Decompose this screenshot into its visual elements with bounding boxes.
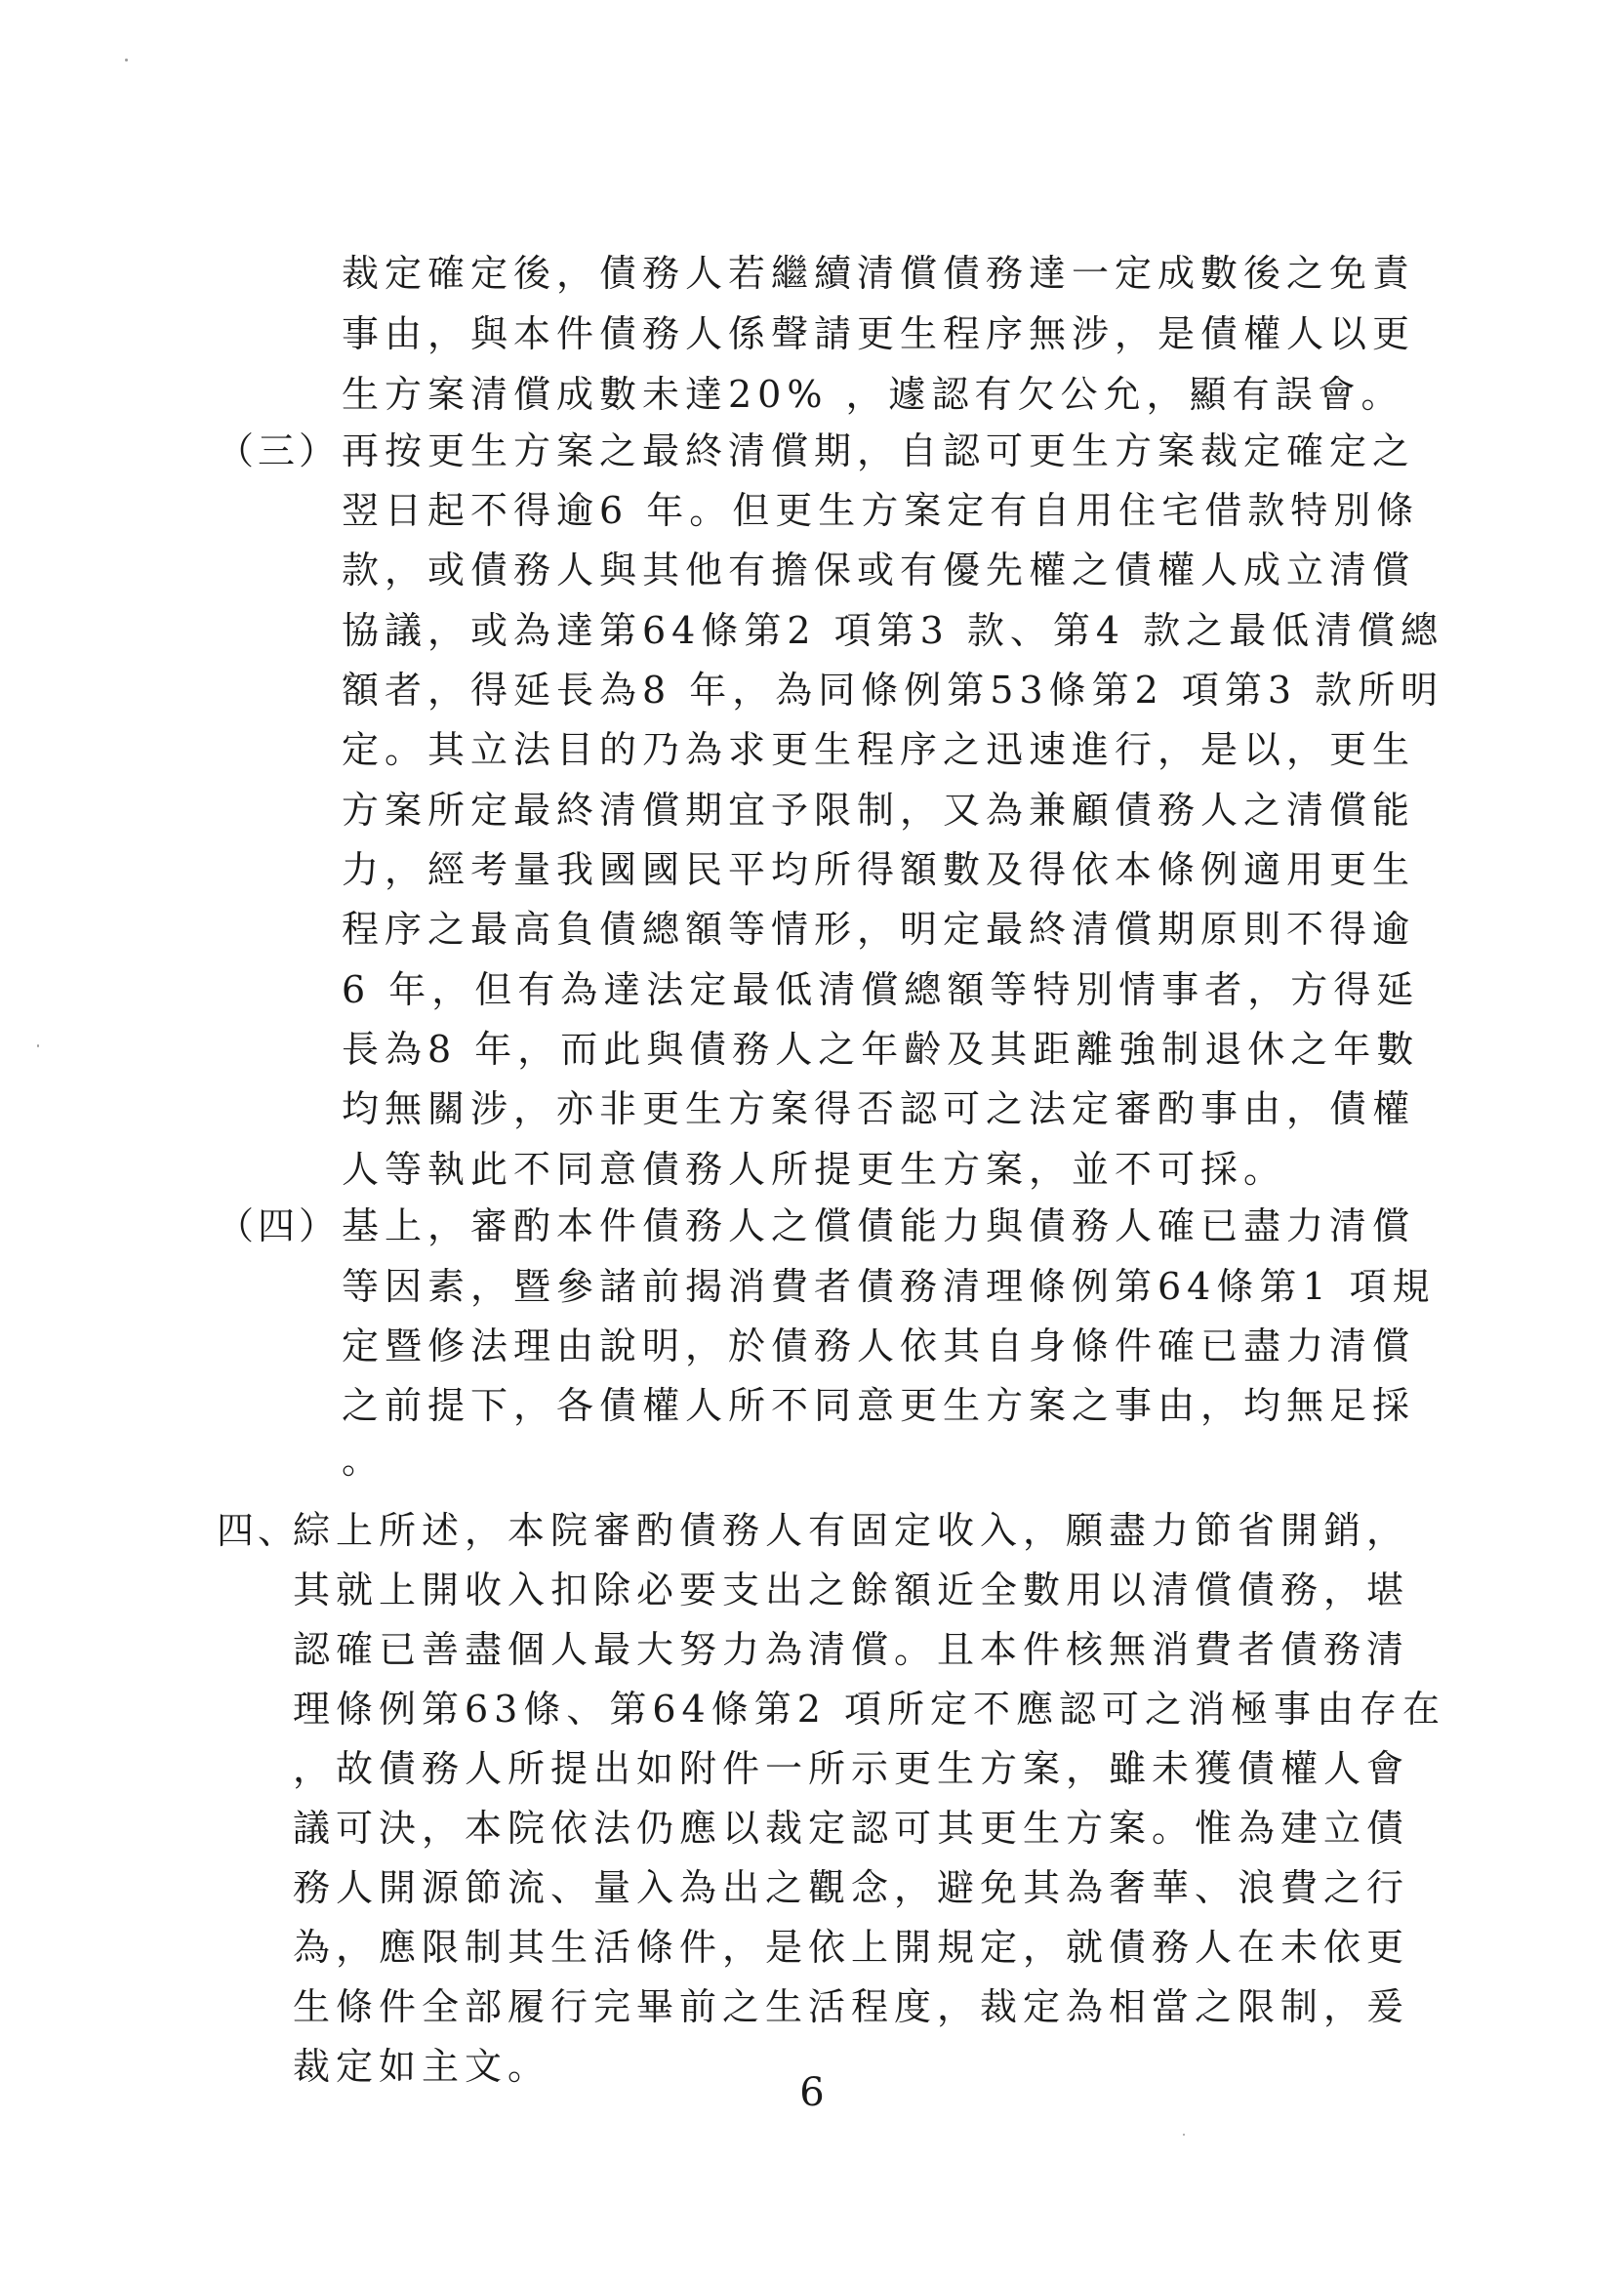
text-line: 生條件全部履行完畢前之生活程度，裁定為相當之限制，爰 [293, 1985, 1410, 2028]
text-line: 方案所定最終清償期宜予限制，又為兼顧債務人之清償能 [342, 789, 1416, 832]
text-line: 基上，審酌本件債務人之償債能力與債務人確已盡力清償 [342, 1204, 1416, 1247]
text-line: 長為8 年，而此與債務人之年齡及其距離強制退休之年數 [342, 1028, 1420, 1071]
text-line: 人等執此不同意債務人所提更生方案，並不可採。 [342, 1148, 1287, 1191]
text-line: 為，應限制其生活條件，是依上開規定，就債務人在未依更 [293, 1926, 1410, 1969]
text-line: 力，經考量我國國民平均所得額數及得依本條例適用更生 [342, 848, 1416, 891]
text-line: 再按更生方案之最終清償期，自認可更生方案裁定確定之 [342, 429, 1416, 472]
text-line: 定。其立法目的乃為求更生程序之迅速進行，是以，更生 [342, 728, 1416, 771]
text-line: 。 [342, 1439, 386, 1482]
text-line: 裁定確定後，債務人若繼續清償債務達一定成數後之免責 [342, 252, 1416, 295]
text-line: 認確已善盡個人最大努力為清償。且本件核無消費者債務清 [293, 1628, 1410, 1671]
scan-speck [125, 59, 128, 61]
section-label-4: 四、 [217, 1509, 300, 1552]
text-line: 翌日起不得逾6 年。但更生方案定有自用住宅借款特別條 [342, 489, 1420, 532]
text-line: 務人開源節流、量入為出之觀念，避免其為奢華、浪費之行 [293, 1866, 1410, 1909]
text-line: 其就上開收入扣除必要支出之餘額近全數用以清償債務，堪 [293, 1569, 1410, 1611]
text-line: 事由，與本件債務人係聲請更生程序無涉，是債權人以更 [342, 312, 1416, 355]
text-line: 額者，得延長為8 年，為同條例第53條第2 項第3 款所明 [342, 669, 1444, 712]
text-line: 之前提下，各債權人所不同意更生方案之事由，均無足採 [342, 1384, 1416, 1427]
text-line: 6 年，但有為達法定最低清償總額等特別情事者，方得延 [342, 968, 1420, 1011]
page-number: 6 [799, 2070, 825, 2115]
text-line: 等因素，暨參諸前揭消費者債務清理條例第64條第1 項規 [342, 1265, 1436, 1308]
text-line: 均無關涉，亦非更生方案得否認可之法定審酌事由，債權 [342, 1087, 1416, 1130]
text-line: 款，或債務人與其他有擔保或有優先權之債權人成立清償 [342, 549, 1416, 591]
text-line: 程序之最高負債總額等情形，明定最終清償期原則不得逾 [342, 908, 1416, 951]
text-line: 裁定如主文。 [293, 2045, 551, 2088]
text-line: 協議，或為達第64條第2 項第3 款、第4 款之最低清償總 [342, 609, 1444, 652]
item-label-4: （四） [217, 1204, 341, 1247]
scan-speck [37, 1044, 39, 1047]
text-line: 議可決，本院依法仍應以裁定認可其更生方案。惟為建立債 [293, 1807, 1410, 1850]
text-line: ，故債務人所提出如附件一所示更生方案，雖未獲債權人會 [293, 1747, 1410, 1790]
scan-speck [1183, 2134, 1185, 2136]
text-line: 生方案清償成數未達20% ，遽認有欠公允，顯有誤會。 [342, 373, 1404, 416]
text-line: 理條例第63條、第64條第2 項所定不應認可之消極事由存在 [293, 1688, 1445, 1731]
text-line: 綜上所述，本院審酌債務人有固定收入，願盡力節省開銷， [293, 1509, 1410, 1552]
item-label-3: （三） [217, 429, 341, 472]
text-line: 定暨修法理由說明，於債務人依其自身條件確已盡力清償 [342, 1325, 1416, 1367]
